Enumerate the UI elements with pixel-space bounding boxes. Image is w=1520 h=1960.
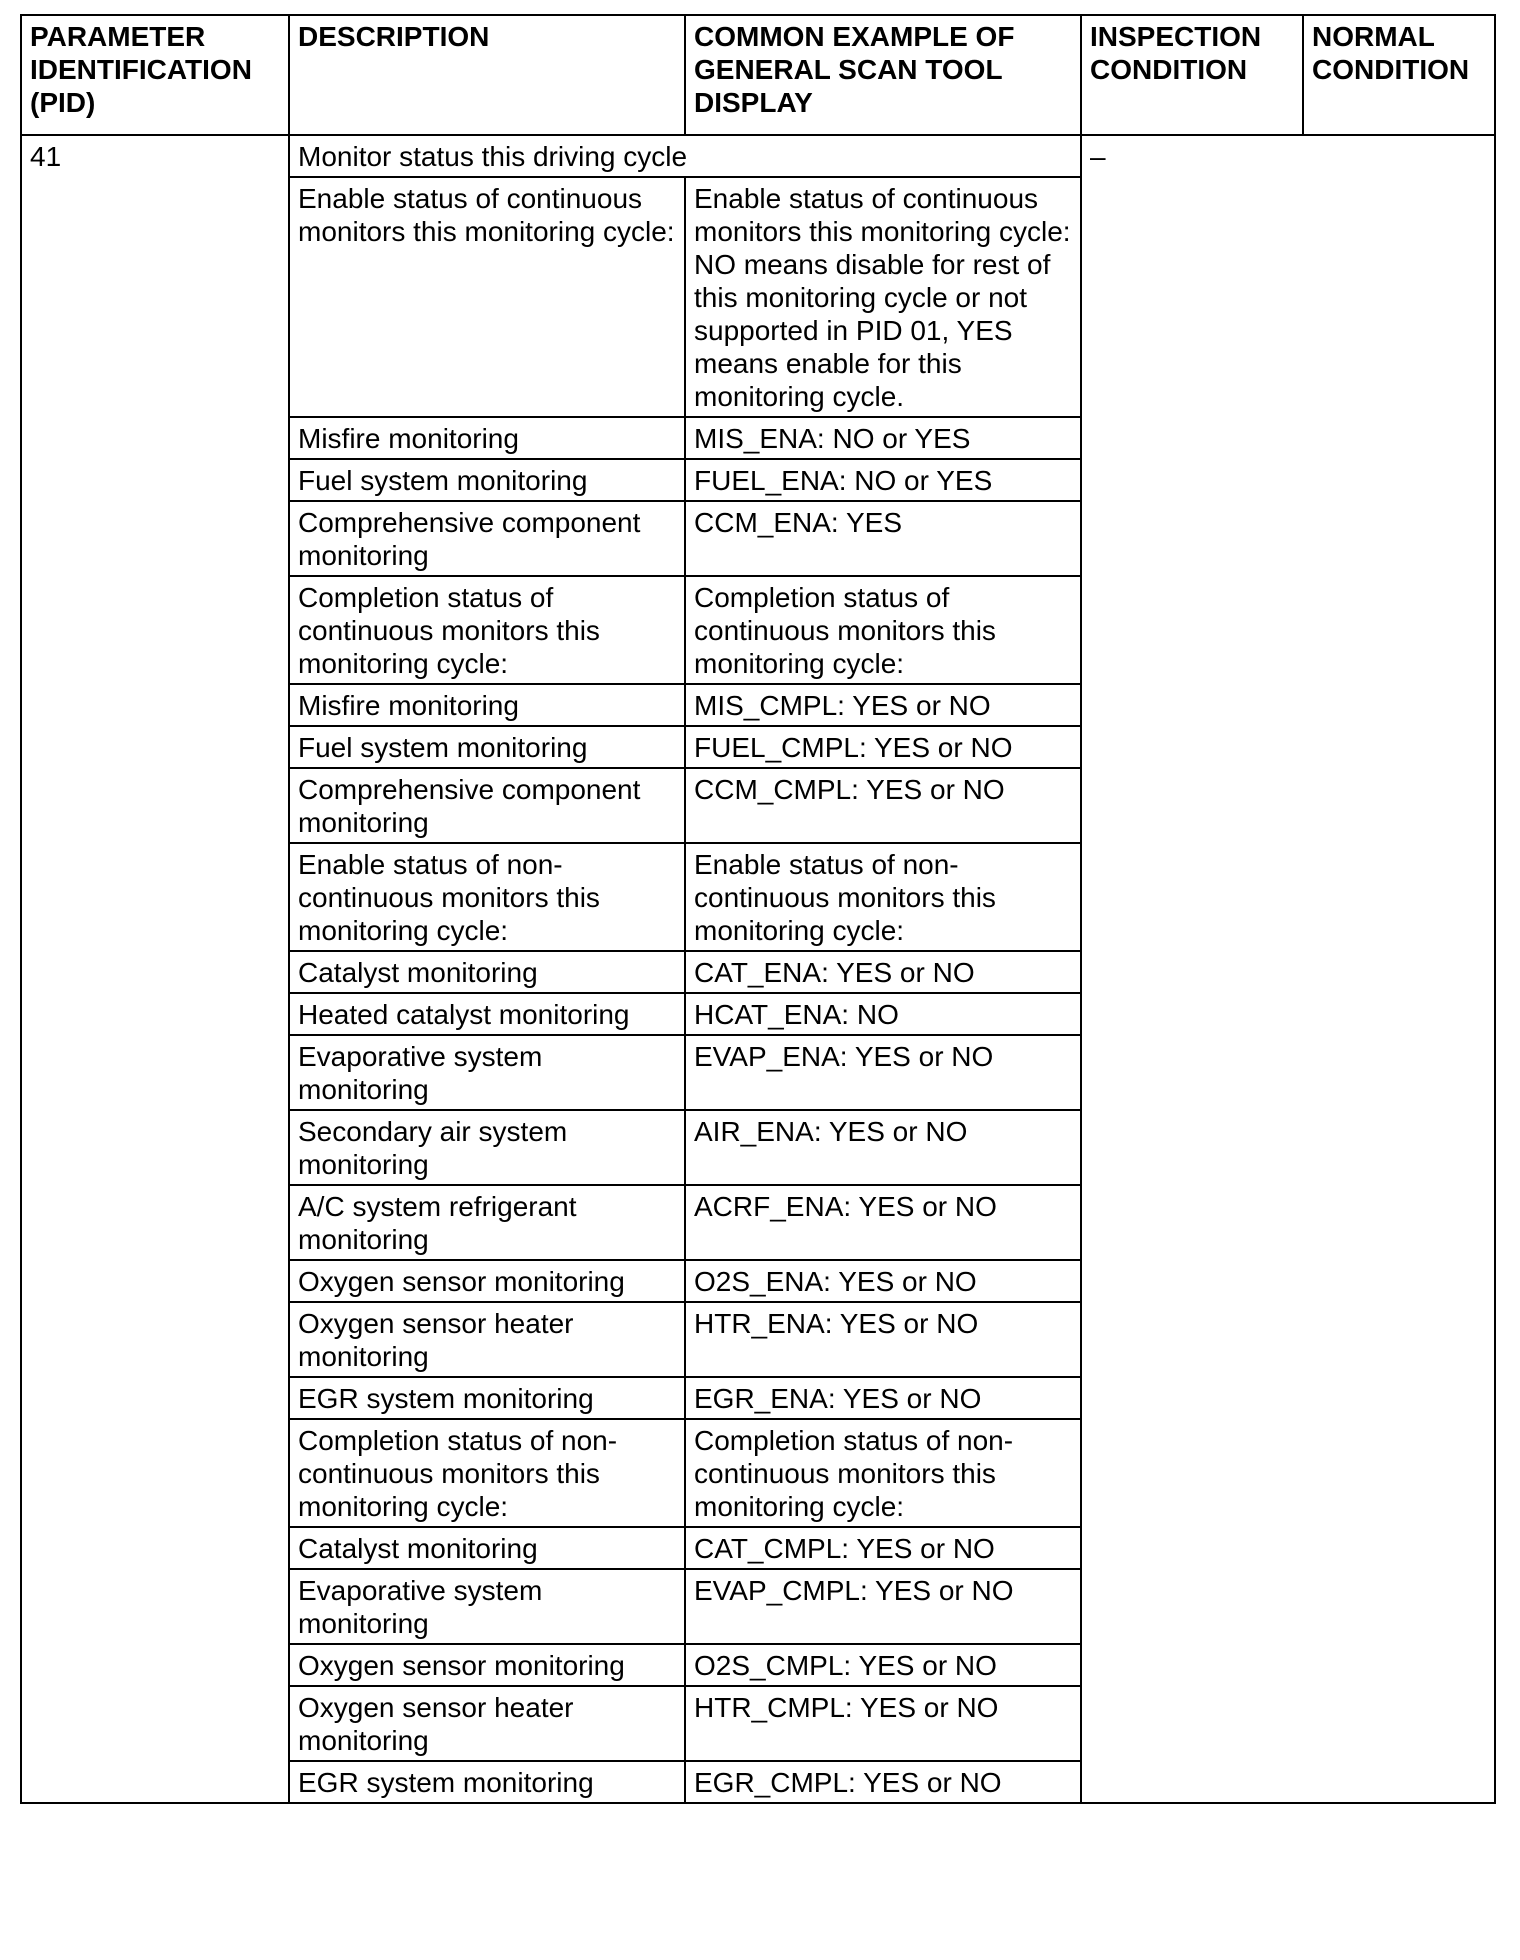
row-description: Completion status of continuous monitors this monitoring cycle: [289, 576, 685, 684]
table-body [21, 135, 1495, 1803]
row-description: Comprehensive component monitoring [289, 501, 685, 576]
row-description: Enable status of non-continuous monitors this monitoring cycle: [289, 843, 685, 951]
row-description: Completion status of non-continuous monitors this monitoring cycle: [289, 1419, 685, 1527]
row-scan-display: CAT_ENA: YES or NO [685, 951, 1081, 993]
row-description: EGR system monitoring [289, 1761, 685, 1803]
row-description: Catalyst monitoring [289, 1527, 685, 1569]
row-scan-display: EVAP_ENA: YES or NO [685, 1035, 1081, 1110]
row-description: A/C system refrigerant monitoring [289, 1185, 685, 1260]
header-scan-display: COMMON EXAMPLE OF GENERAL SCAN TOOL DISPLAY [685, 15, 1081, 135]
header-inspection-condition: INSPECTION CONDITION [1081, 15, 1303, 135]
row-scan-display: EGR_ENA: YES or NO [685, 1377, 1081, 1419]
row-description: Oxygen sensor heater monitoring [289, 1686, 685, 1761]
row-scan-display: EVAP_CMPL: YES or NO [685, 1569, 1081, 1644]
row-scan-display: Enable status of continuous monitors this monitoring cycle: NO means disable for rest of this monitoring cycle or not supported in PID 01, YES means enable for this monitoring cycle. [685, 177, 1081, 417]
row-description: Misfire monitoring [289, 684, 685, 726]
row-scan-display: EGR_CMPL: YES or NO [685, 1761, 1081, 1803]
row-scan-display: Completion status of continuous monitors this monitoring cycle: [685, 576, 1081, 684]
row-description: Oxygen sensor monitoring [289, 1644, 685, 1686]
pid-cell: 41 [21, 135, 289, 1803]
row-scan-display: FUEL_ENA: NO or YES [685, 459, 1081, 501]
header-description: DESCRIPTION [289, 15, 685, 135]
row-description: Fuel system monitoring [289, 726, 685, 768]
group-row [21, 135, 1495, 177]
row-description: Secondary air system monitoring [289, 1110, 685, 1185]
monitor-status-table [20, 14, 1496, 1804]
row-description: Misfire monitoring [289, 417, 685, 459]
row-scan-display: CAT_CMPL: YES or NO [685, 1527, 1081, 1569]
row-scan-display: O2S_ENA: YES or NO [685, 1260, 1081, 1302]
row-description: Evaporative system monitoring [289, 1035, 685, 1110]
row-description: EGR system monitoring [289, 1377, 685, 1419]
row-description: Heated catalyst monitoring [289, 993, 685, 1035]
condition-cell: – [1081, 135, 1495, 1803]
row-scan-display: Enable status of non-continuous monitors this monitoring cycle: [685, 843, 1081, 951]
row-scan-display: CCM_ENA: YES [685, 501, 1081, 576]
header-pid: PARAMETER IDENTIFICATION (PID) [21, 15, 289, 135]
row-scan-display: Completion status of non-continuous monitors this monitoring cycle: [685, 1419, 1081, 1527]
group-title: Monitor status this driving cycle [289, 135, 1081, 177]
row-scan-display: MIS_CMPL: YES or NO [685, 684, 1081, 726]
row-scan-display: O2S_CMPL: YES or NO [685, 1644, 1081, 1686]
row-description: Comprehensive component monitoring [289, 768, 685, 843]
row-scan-display: HTR_ENA: YES or NO [685, 1302, 1081, 1377]
header-row [21, 15, 1495, 135]
row-scan-display: MIS_ENA: NO or YES [685, 417, 1081, 459]
row-description: Enable status of continuous monitors this monitoring cycle: [289, 177, 685, 417]
row-scan-display: AIR_ENA: YES or NO [685, 1110, 1081, 1185]
row-scan-display: ACRF_ENA: YES or NO [685, 1185, 1081, 1260]
row-description: Oxygen sensor heater monitoring [289, 1302, 685, 1377]
row-scan-display: CCM_CMPL: YES or NO [685, 768, 1081, 843]
row-scan-display: FUEL_CMPL: YES or NO [685, 726, 1081, 768]
header-normal-condition: NORMAL CONDITION [1303, 15, 1495, 135]
row-scan-display: HTR_CMPL: YES or NO [685, 1686, 1081, 1761]
row-description: Fuel system monitoring [289, 459, 685, 501]
row-description: Oxygen sensor monitoring [289, 1260, 685, 1302]
row-description: Evaporative system monitoring [289, 1569, 685, 1644]
row-scan-display: HCAT_ENA: NO [685, 993, 1081, 1035]
row-description: Catalyst monitoring [289, 951, 685, 993]
